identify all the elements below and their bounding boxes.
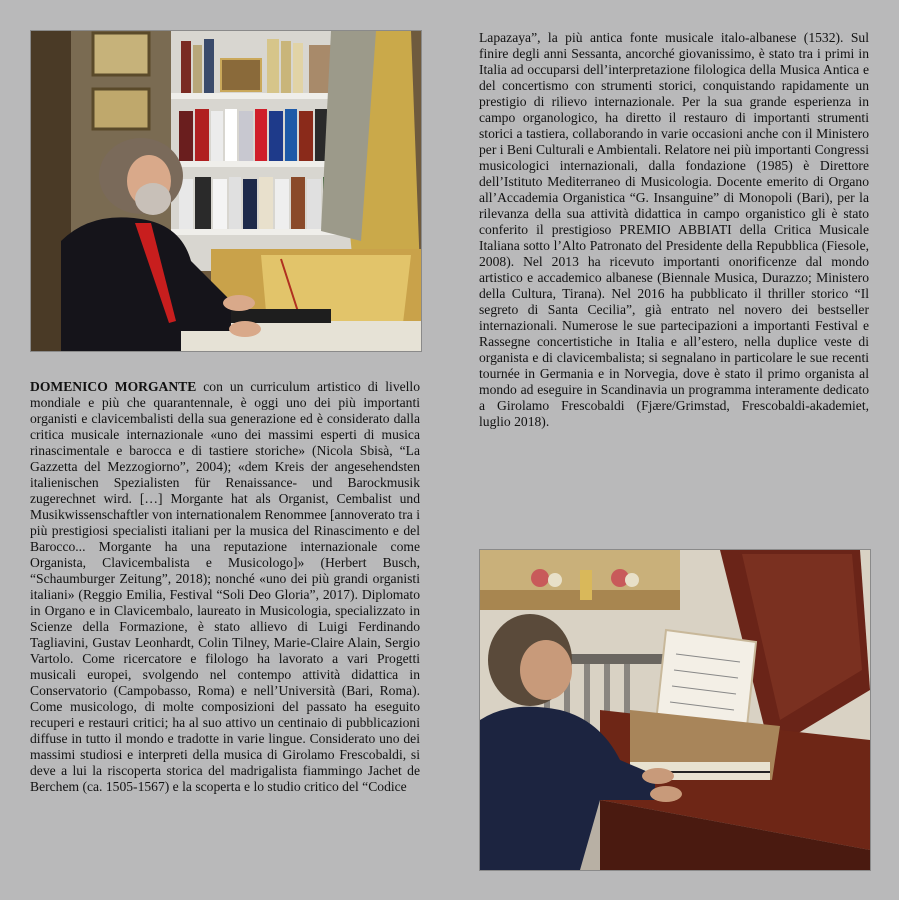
photo-harpsichord-church-image — [480, 550, 870, 870]
biography-text-part-2: Lapazaya”, la più antica fonte musicale italo-albanese (1532). Sul finire degli anni Sessanta, ancorché giovanissimo, è stato tra i primi in Italia ad occuparsi dell’interpretazione filologica della Musica Antica e del concertismo con strumenti storici, conquistando rapidamente un prestigio di rilievo internazionale. Per la sua grande esperienza in campo organologico, ha diretto il restauro di importanti strumenti storici a tastiera, collaborando in varie occasioni anche con il Ministero per i Beni Culturali e Ambientali. Relatore nei più importanti Congressi musicologici internazionali, dalla fondazione (1985) è Direttore dell’Istituto Mediterraneo di Musicologia. Docente emerito di Organo all’Accademia Organistica “G. Insanguine” di Monopoli (Bari), per la rilevanza della sua attività didattica in campo organistico gli è stato conferito il prestigioso PREMIO ABBIATI della Critica Musicale Italiana sotto l’Alto Patronato del Presidente della Repubblica (Fiesole, 2008). Nel 2013 ha ricevuto importanti onorificenze dal mondo artistico e accademico albanese (Biennale Musica, Durazzo; Ministero della Cultura, Tirana). Nel 2016 ha pubblicato il thriller storico “Il segreto di Santa Cecilia”, già entrato nel novero dei bestseller internazionali. Numerose le sue partecipazioni a importanti Festival e Rassegne concertistiche in Italia e all’estero, nella duplice veste di organista e di clavicembalista; si segnalano in particolare le sue recenti tournée in Germania e in Norvegia, dove è stato il primo organista al mondo ad eseguire in Scandinavia un programma interamente dedicato a Girolamo Frescobaldi (Fjære/Grimstad, Frescobaldi-akademiet, luglio 2018). — [479, 30, 869, 429]
biography-right-column — [479, 30, 869, 430]
biography-left-column — [30, 379, 420, 795]
musician-name: DOMENICO MORGANTE — [30, 379, 197, 394]
photo-harpsichord-library — [30, 30, 422, 352]
biography-text-part-1: con un curriculum artistico di livello mondiale e più che quarantennale, è oggi uno dei più importanti organisti e clavicembalisti della sua generazione ed è considerato dalla critica musicale internazionale «uno dei massimi esperti di musica rinascimentale e barocca e di tastiere storiche» (Nicola Sbisà, “La Gazzetta del Mezzogiorno”, 2004); «dem Kreis der angesehendsten italienischen Spezialisten für Renaissance- und Barockmusik zugerechnet wird. […] Morgante hat als Organist, Cembalist und Musikwissenschaftler von internationalem Renommee [annoverato tra i più prestigiosi specialisti italiani per la musica del Rinascimento e del Barocco... Morgante ha una reputazione internazionale come Organista, Clavicembalista e Musicologo]» (Herbert Busch, “Schaumburger Zeitung”, 2018); nonché «uno dei più grandi organisti italiani» (Reggio Emilia, Festival “Soli Deo Gloria”, 2017). Diplomato in Organo e in Clavicembalo, laureato in Musicologia, specializzato in Scienze della Formazione, è stato allievo di Luigi Ferdinando Tagliavini, Gustav Leonhardt, Colin Tilney, Marie-Claire Alain, Sergio Vartolo. Come ricercatore e filologo ha lavorato a vari Progetti musicali europei, svolgendo nel contempo attività didattica in Conservatorio (Campobasso, Roma) e nell’Università (Bari, Roma). Come musicologo, di molte composizioni del passato ha eseguito recuperi e restauri critici; ha al suo attivo un centinaio di pubblicazioni diffuse in tutto il mondo e tradotte in varie lingue. Considerato uno dei massimi studiosi e interpreti della musica di Girolamo Frescobaldi, si deve a lui la riscoperta storica del madrigalista fiammingo Jachet de Berchem (ca. 1505-1567) e la scoperta e lo studio critico del “Codice — [30, 379, 420, 794]
photo-harpsichord-church — [479, 549, 871, 871]
photo-harpsichord-library-image — [31, 31, 421, 351]
